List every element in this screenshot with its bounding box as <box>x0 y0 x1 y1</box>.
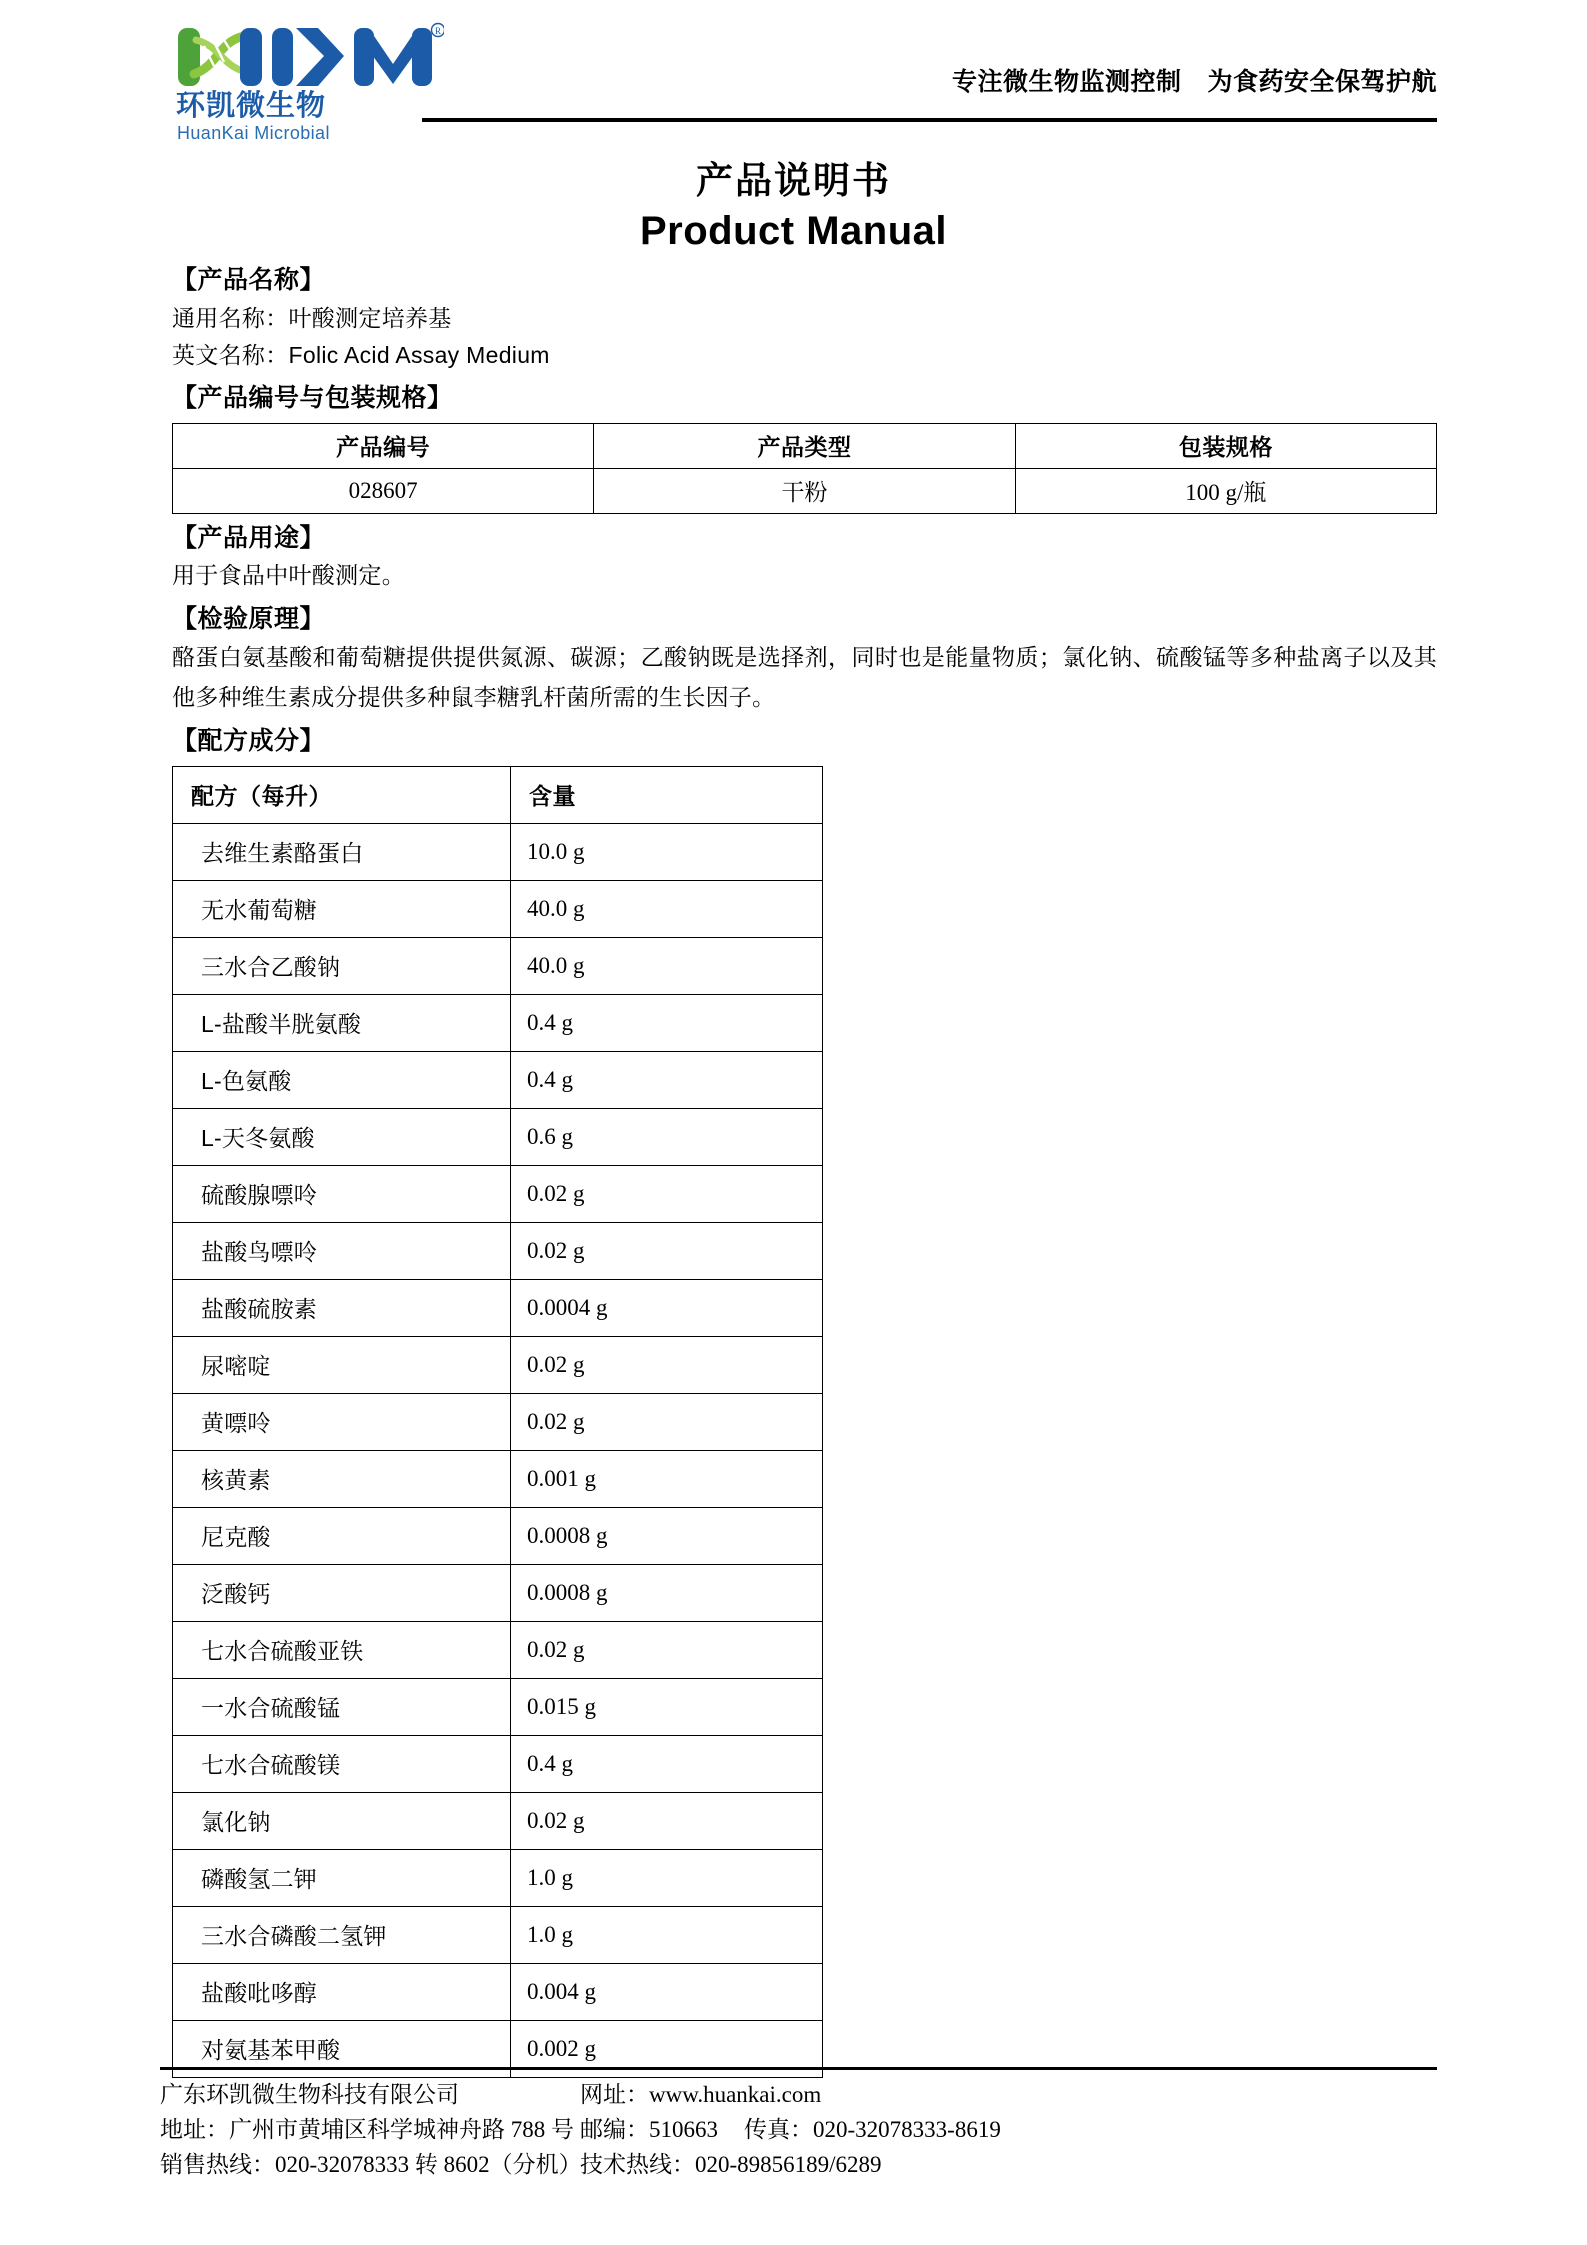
spec-col-product-code: 产品编号 <box>173 423 594 468</box>
table-row <box>173 1906 823 1963</box>
footer-left-column <box>160 2078 580 2183</box>
formula-ingredient-name: 尼克酸 <box>173 1507 511 1564</box>
formula-col-ingredient: 配方（每升） <box>173 766 511 823</box>
formula-ingredient-amount: 1.0 g <box>511 1849 823 1906</box>
section-heading-principle: 【检验原理】 <box>172 604 326 633</box>
footer-tech-hotline: 技术热线：020-89856189/6289 <box>580 2152 882 2178</box>
svg-text:R: R <box>434 26 442 36</box>
formula-ingredient-name: 无水葡萄糖 <box>173 880 511 937</box>
formula-ingredient-name: L-盐酸半胱氨酸 <box>173 994 511 1051</box>
spec-col-product-type: 产品类型 <box>594 423 1015 468</box>
table-row <box>173 823 823 880</box>
generic-name-row <box>172 300 1437 337</box>
formula-ingredient-amount: 0.4 g <box>511 1735 823 1792</box>
header-tagline <box>952 62 1437 98</box>
footer-fax: 传真：020-32078333-8619 <box>744 2117 1001 2143</box>
table-row <box>173 1963 823 2020</box>
formula-ingredient-amount: 0.0004 g <box>511 1279 823 1336</box>
page-title-chinese: 产品说明书 <box>696 160 891 201</box>
english-name-label: 英文名称： <box>172 342 289 368</box>
formula-ingredient-amount: 0.02 g <box>511 1393 823 1450</box>
generic-name-value: 叶酸测定培养基 <box>288 304 452 331</box>
logo-english-name: HuanKai Microbial <box>177 123 330 143</box>
table-row <box>173 1165 823 1222</box>
table-row <box>173 994 823 1051</box>
formula-ingredient-name: 泛酸钙 <box>173 1564 511 1621</box>
table-row <box>173 1450 823 1507</box>
footer-divider <box>160 2067 1437 2070</box>
tagline-right: 为食药安全保驾护航 <box>1207 68 1437 96</box>
section-heading-usage: 【产品用途】 <box>172 523 326 552</box>
table-row <box>173 1678 823 1735</box>
table-row <box>173 1564 823 1621</box>
formula-ingredient-name: 核黄素 <box>173 1450 511 1507</box>
formula-ingredient-amount: 0.015 g <box>511 1678 823 1735</box>
formula-ingredient-amount: 40.0 g <box>511 880 823 937</box>
formula-ingredient-amount: 0.4 g <box>511 1051 823 1108</box>
section-heading-spec: 【产品编号与包装规格】 <box>172 384 453 413</box>
formula-ingredient-amount: 0.02 g <box>511 1621 823 1678</box>
table-row <box>173 1108 823 1165</box>
section-heading-formula: 【配方成分】 <box>172 727 326 756</box>
header-divider <box>422 118 1437 122</box>
document-body <box>172 262 1437 2077</box>
logo-chinese-name: 环凯微生物 <box>176 90 327 122</box>
usage-text: 用于食品中叶酸测定。 <box>172 562 405 589</box>
spec-col-package-spec: 包装规格 <box>1015 423 1436 468</box>
footer-postcode-fax-row <box>580 2113 1437 2148</box>
formula-ingredient-amount: 0.001 g <box>511 1450 823 1507</box>
spec-value-package-spec: 100 g/瓶 <box>1015 468 1436 513</box>
page-footer <box>160 2067 1437 2183</box>
formula-ingredient-amount: 0.02 g <box>511 1165 823 1222</box>
footer-right-column <box>580 2078 1437 2183</box>
formula-ingredient-name: L-天冬氨酸 <box>173 1108 511 1165</box>
page-header <box>160 0 1437 143</box>
table-row <box>173 937 823 994</box>
section-heading-product-name: 【产品名称】 <box>172 266 326 295</box>
english-name-row <box>172 337 1437 374</box>
table-row <box>173 1051 823 1108</box>
formula-ingredient-name: 磷酸氢二钾 <box>173 1849 511 1906</box>
footer-company-name: 广东环凯微生物科技有限公司 <box>160 2082 459 2108</box>
table-row <box>173 1621 823 1678</box>
table-row <box>173 1222 823 1279</box>
table-row <box>173 1279 823 1336</box>
tagline-left: 专注微生物监测控制 <box>951 68 1182 96</box>
table-row <box>173 1393 823 1450</box>
spec-value-product-type: 干粉 <box>594 468 1015 513</box>
formula-ingredient-amount: 40.0 g <box>511 937 823 994</box>
footer-sales-hotline: 销售热线：020-32078333 转 8602（分机） <box>160 2152 582 2178</box>
generic-name-label: 通用名称： <box>172 304 289 331</box>
formula-ingredient-name: 三水合磷酸二氢钾 <box>173 1906 511 1963</box>
footer-address: 地址：广州市黄埔区科学城神舟路 788 号 <box>160 2117 574 2143</box>
spec-table <box>172 423 1437 514</box>
formula-ingredient-name: 七水合硫酸亚铁 <box>173 1621 511 1678</box>
table-row <box>173 1849 823 1906</box>
formula-ingredient-amount: 1.0 g <box>511 1906 823 1963</box>
formula-ingredient-name: 一水合硫酸锰 <box>173 1678 511 1735</box>
footer-website: 网址：www.huankai.com <box>580 2082 822 2108</box>
formula-ingredient-name: 盐酸鸟嘌呤 <box>173 1222 511 1279</box>
formula-ingredient-amount: 0.02 g <box>511 1792 823 1849</box>
formula-ingredient-amount: 0.6 g <box>511 1108 823 1165</box>
table-row <box>173 880 823 937</box>
formula-table-body <box>173 823 823 2077</box>
formula-ingredient-amount: 0.02 g <box>511 1336 823 1393</box>
page-title-english: Product Manual <box>639 209 948 254</box>
formula-ingredient-amount: 0.002 g <box>511 2020 823 2077</box>
formula-ingredient-name: 盐酸硫胺素 <box>173 1279 511 1336</box>
table-row <box>173 1792 823 1849</box>
formula-col-amount: 含量 <box>511 766 823 823</box>
formula-ingredient-name: 黄嘌呤 <box>173 1393 511 1450</box>
formula-table <box>172 766 823 2078</box>
formula-ingredient-name: 硫酸腺嘌呤 <box>173 1165 511 1222</box>
formula-ingredient-amount: 10.0 g <box>511 823 823 880</box>
english-name-value: Folic Acid Assay Medium <box>288 342 550 368</box>
company-logo <box>174 22 464 143</box>
formula-ingredient-amount: 0.004 g <box>511 1963 823 2020</box>
spec-value-product-code: 028607 <box>173 468 594 513</box>
table-row <box>173 468 1437 513</box>
spec-header-row <box>173 423 1437 468</box>
formula-ingredient-name: 三水合乙酸钠 <box>173 937 511 994</box>
page-title-block <box>0 158 1587 256</box>
formula-header-row <box>173 766 823 823</box>
formula-ingredient-name: 尿嘧啶 <box>173 1336 511 1393</box>
formula-ingredient-amount: 0.02 g <box>511 1222 823 1279</box>
formula-ingredient-name: 盐酸吡哆醇 <box>173 1963 511 2020</box>
formula-ingredient-name: 氯化钠 <box>173 1792 511 1849</box>
formula-ingredient-name: 去维生素酪蛋白 <box>173 823 511 880</box>
formula-ingredient-name: 七水合硫酸镁 <box>173 1735 511 1792</box>
footer-postcode: 邮编：510663 <box>580 2117 718 2143</box>
table-row <box>173 1735 823 1792</box>
table-row <box>173 1336 823 1393</box>
hkm-logo-mark <box>174 22 444 94</box>
table-row <box>173 1507 823 1564</box>
formula-ingredient-name: 对氨基苯甲酸 <box>173 2020 511 2077</box>
formula-ingredient-name: L-色氨酸 <box>173 1051 511 1108</box>
formula-ingredient-amount: 0.4 g <box>511 994 823 1051</box>
formula-ingredient-amount: 0.0008 g <box>511 1564 823 1621</box>
formula-ingredient-amount: 0.0008 g <box>511 1507 823 1564</box>
principle-text: 酪蛋白氨基酸和葡萄糖提供提供氮源、碳源；乙酸钠既是选择剂，同时也是能量物质；氯化钠、硫酸锰等多种盐离子以及其他多种维生素成分提供多种鼠李糖乳杆菌所需的生长因子。 <box>172 644 1437 710</box>
